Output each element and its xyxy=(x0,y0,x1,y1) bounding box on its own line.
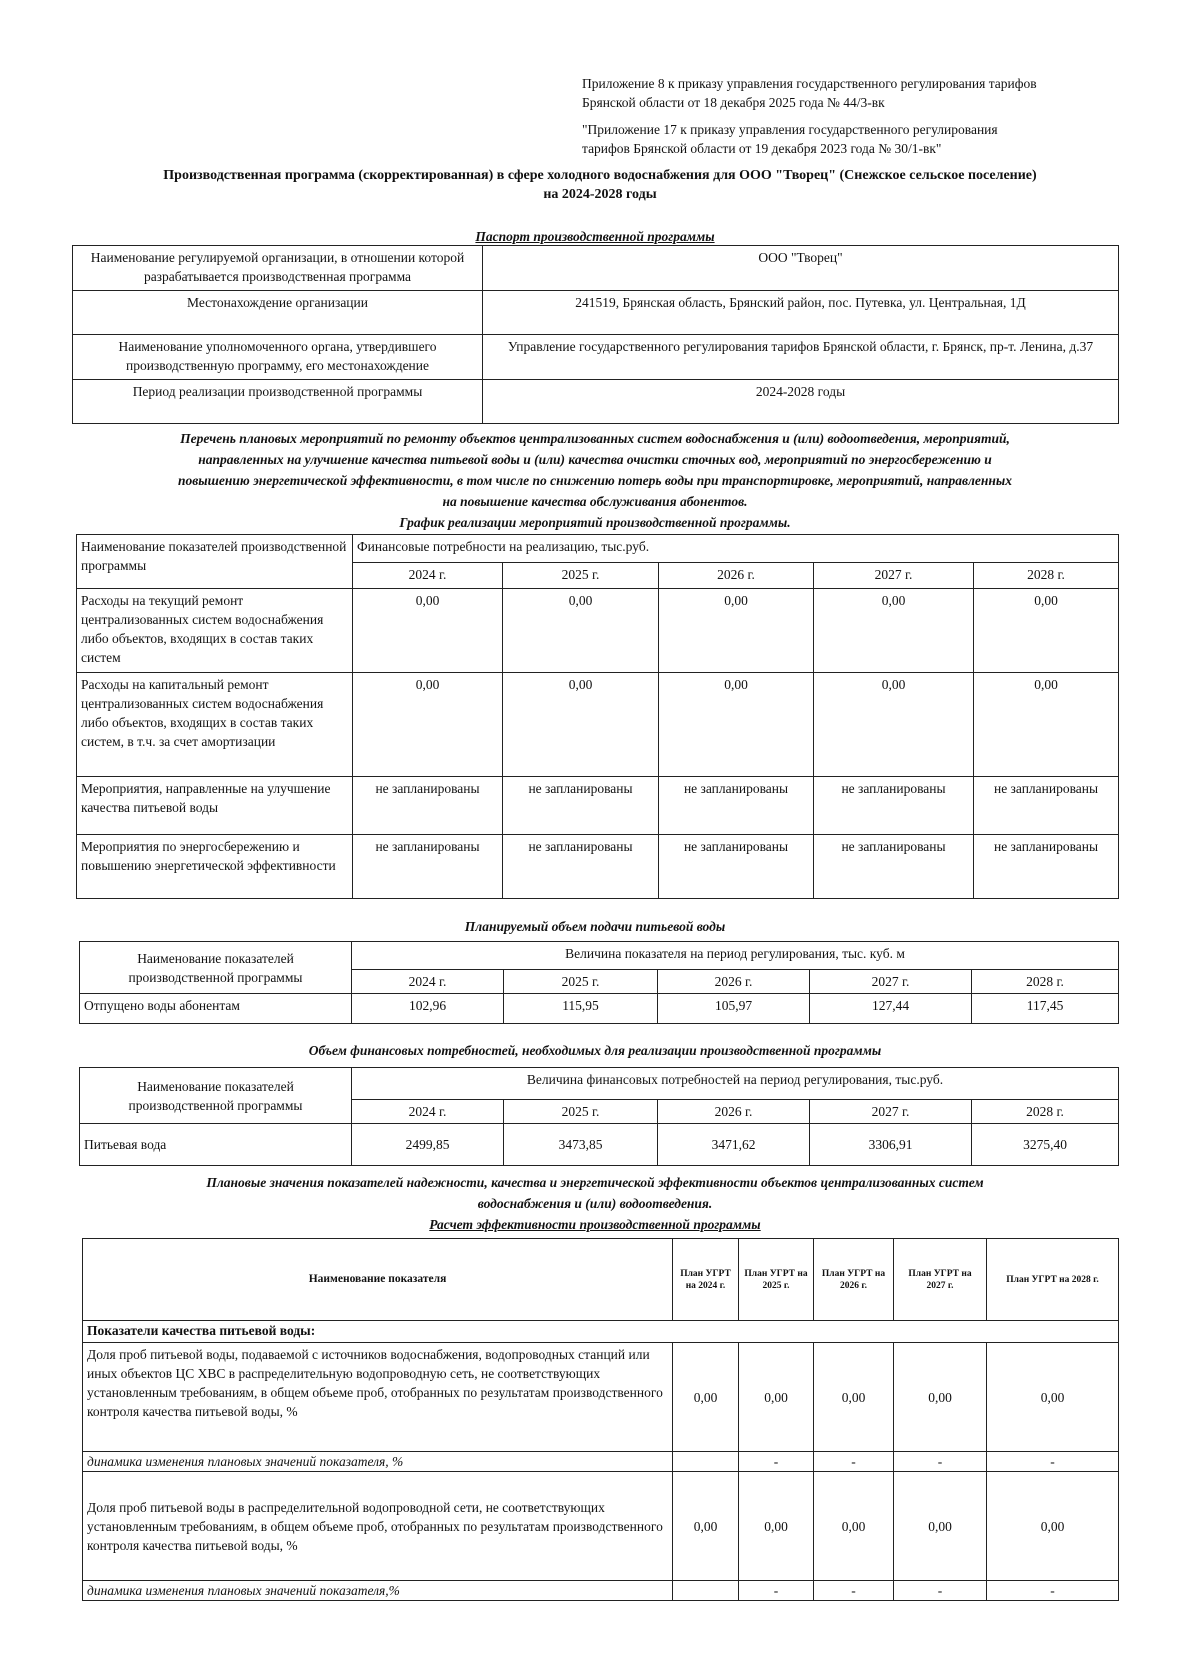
measure-value: не запланированы xyxy=(814,777,974,835)
appendix-line-2: Брянской области от 18 декабря 2025 года № 44/3-вк xyxy=(582,95,885,110)
indicator-value: 0,00 xyxy=(739,1472,814,1581)
finance-col-group: Величина финансовых потребностей на период регулирования, тыс.руб. xyxy=(352,1068,1119,1100)
passport-label: Наименование уполномоченного органа, утвердившего производственную программу, его местонахождение xyxy=(73,335,483,380)
title-line-1: Производственная программа (скорректированная) в сфере холодного водоснабжения для ООО "Творец" (Снежское сельское поселение) xyxy=(163,168,1037,183)
appendix-line-1: Приложение 8 к приказу управления государственного регулирования тарифов xyxy=(582,76,1037,91)
plan-col-header: План УГРТ на 2024 г. xyxy=(673,1239,739,1321)
supply-table xyxy=(79,941,1119,1024)
indicator-label: Доля проб питьевой воды в распределительной водопроводной сети, не соответствующих установленным требованиям, в общем объеме проб, отобранных по результатам производственного контроля качества питьевой воды, % xyxy=(83,1472,673,1581)
appendix-line-3: "Приложение 17 к приказу управления государственного регулирования xyxy=(582,122,998,137)
appendix-note xyxy=(582,74,1082,112)
indicator-dynamics-value: - xyxy=(894,1452,987,1472)
indicator-value: 0,00 xyxy=(814,1343,894,1452)
measure-value: 0,00 xyxy=(503,589,659,673)
finance-heading: Объем финансовых потребностей, необходимых для реализации производственной программы xyxy=(308,1043,882,1058)
supply-heading: Планируемый объем подачи питьевой воды xyxy=(464,919,726,934)
year-header: 2026 г. xyxy=(659,563,814,589)
finance-value: 3473,85 xyxy=(504,1124,658,1166)
measure-value: 0,00 xyxy=(814,589,974,673)
year-header: 2027 г. xyxy=(814,563,974,589)
indicators-section: Показатели качества питьевой воды: xyxy=(83,1321,1119,1343)
measure-value: не запланированы xyxy=(659,835,814,899)
table-row xyxy=(73,380,1119,424)
supply-col-group: Величина показателя на период регулирования, тыс. куб. м xyxy=(352,942,1119,970)
indicator-dynamics-value: - xyxy=(987,1581,1119,1601)
measure-label: Расходы на капитальный ремонт централизованных систем водоснабжения либо объектов, входящих в состав таких систем, в т.ч. за счет амортизации xyxy=(77,673,353,777)
passport-value: 2024-2028 годы xyxy=(483,380,1119,424)
plan-col-header: План УГРТ на 2026 г. xyxy=(814,1239,894,1321)
table-row xyxy=(83,1343,1119,1452)
indicator-dynamics-value xyxy=(673,1581,739,1601)
plan-col-header: План УГРТ на 2027 г. xyxy=(894,1239,987,1321)
measure-value: 0,00 xyxy=(353,589,503,673)
table-row xyxy=(77,835,1119,899)
indicators-subheading: Расчет эффективности производственной программы xyxy=(429,1217,761,1232)
table-row xyxy=(73,335,1119,380)
passport-value: 241519, Брянская область, Брянский район, пос. Путевка, ул. Центральная, 1Д xyxy=(483,291,1119,335)
measures-heading xyxy=(70,428,1120,533)
year-header: 2025 г. xyxy=(503,563,659,589)
indicator-value: 0,00 xyxy=(987,1472,1119,1581)
supply-row-label: Отпущено воды абонентам xyxy=(80,994,352,1024)
measure-value: не запланированы xyxy=(659,777,814,835)
indicator-dynamics-label: динамика изменения плановых значений показателя, % xyxy=(83,1452,673,1472)
year-header: 2025 г. xyxy=(504,1100,658,1124)
table-row xyxy=(83,1452,1119,1472)
table-row xyxy=(77,777,1119,835)
measures-heading-line-4: на повышение качества обслуживания абонентов. xyxy=(442,494,748,509)
measure-value: не запланированы xyxy=(503,835,659,899)
indicator-dynamics-value xyxy=(673,1452,739,1472)
passport-label: Местонахождение организации xyxy=(73,291,483,335)
passport-value: Управление государственного регулирования тарифов Брянской области, г. Брянск, пр-т. Ленина, д.37 xyxy=(483,335,1119,380)
measure-value: не запланированы xyxy=(353,777,503,835)
table-row xyxy=(83,1581,1119,1601)
finance-table xyxy=(79,1067,1119,1166)
indicators-col-label: Наименование показателя xyxy=(83,1239,673,1321)
measure-value: 0,00 xyxy=(659,589,814,673)
measures-col-group: Финансовые потребности на реализацию, тыс.руб. xyxy=(353,535,1119,563)
passport-value: ООО "Творец" xyxy=(483,246,1119,291)
finance-value: 3275,40 xyxy=(972,1124,1119,1166)
measure-value: не запланированы xyxy=(353,835,503,899)
measure-value: 0,00 xyxy=(974,589,1119,673)
measures-subheading: График реализации мероприятий производственной программы. xyxy=(399,515,791,530)
table-header-row xyxy=(83,1239,1119,1321)
indicator-value: 0,00 xyxy=(987,1343,1119,1452)
plan-col-header: План УГРТ на 2025 г. xyxy=(739,1239,814,1321)
year-header: 2028 г. xyxy=(972,1100,1119,1124)
supply-value: 105,97 xyxy=(658,994,810,1024)
year-header: 2026 г. xyxy=(658,970,810,994)
table-row xyxy=(83,1321,1119,1343)
title-line-2: на 2024-2028 годы xyxy=(543,187,657,202)
indicator-value: 0,00 xyxy=(673,1472,739,1581)
indicator-dynamics-value: - xyxy=(739,1581,814,1601)
indicator-value: 0,00 xyxy=(673,1343,739,1452)
supply-value: 115,95 xyxy=(504,994,658,1024)
measure-value: 0,00 xyxy=(974,673,1119,777)
year-header: 2024 г. xyxy=(352,970,504,994)
measure-label: Мероприятия, направленные на улучшение качества питьевой воды xyxy=(77,777,353,835)
indicator-value: 0,00 xyxy=(814,1472,894,1581)
measures-heading-line-3: повышению энергетической эффективности, в том числе по снижению потерь воды при транспортировке, мероприятий, направленных xyxy=(177,473,1013,488)
indicator-value: 0,00 xyxy=(739,1343,814,1452)
page-title xyxy=(60,166,1140,204)
finance-row-label: Питьевая вода xyxy=(80,1124,352,1166)
indicator-value: 0,00 xyxy=(894,1472,987,1581)
table-row xyxy=(77,589,1119,673)
table-row xyxy=(80,994,1119,1024)
table-header-row xyxy=(77,535,1119,563)
indicators-table xyxy=(82,1238,1119,1601)
appendix-line-4: тарифов Брянской области от 19 декабря 2023 года № 30/1-вк" xyxy=(582,141,942,156)
measure-value: 0,00 xyxy=(659,673,814,777)
measure-value: не запланированы xyxy=(503,777,659,835)
measure-value: 0,00 xyxy=(353,673,503,777)
measures-heading-line-1: Перечень плановых мероприятий по ремонту объектов централизованных систем водоснабжения и (или) водоотведения, мероприятий, xyxy=(180,431,1010,446)
measure-value: не запланированы xyxy=(974,835,1119,899)
year-header: 2024 г. xyxy=(353,563,503,589)
indicators-heading-line-1: Плановые значения показателей надежности, качества и энергетической эффективности объектов централизованных систем xyxy=(206,1175,984,1190)
measures-heading-line-2: направленных на улучшение качества питьевой воды и (или) качества очистки сточных вод, мероприятий по энергосбережению и xyxy=(198,452,992,467)
passport-label: Период реализации производственной программы xyxy=(73,380,483,424)
finance-value: 2499,85 xyxy=(352,1124,504,1166)
year-header: 2026 г. xyxy=(658,1100,810,1124)
year-header: 2024 г. xyxy=(352,1100,504,1124)
measure-label: Расходы на текущий ремонт централизованных систем водоснабжения либо объектов, входящих в состав таких систем xyxy=(77,589,353,673)
appendix-quote xyxy=(582,120,1082,158)
indicator-dynamics-value: - xyxy=(894,1581,987,1601)
indicator-dynamics-value: - xyxy=(739,1452,814,1472)
plan-col-header: План УГРТ на 2028 г. xyxy=(987,1239,1119,1321)
table-row xyxy=(80,1124,1119,1166)
supply-value: 102,96 xyxy=(352,994,504,1024)
year-header: 2027 г. xyxy=(810,970,972,994)
supply-value: 117,45 xyxy=(972,994,1119,1024)
year-header: 2027 г. xyxy=(810,1100,972,1124)
year-header: 2028 г. xyxy=(972,970,1119,994)
table-row xyxy=(83,1472,1119,1581)
year-header: 2025 г. xyxy=(504,970,658,994)
table-row xyxy=(73,291,1119,335)
table-header-row xyxy=(80,1068,1119,1100)
passport-label: Наименование регулируемой организации, в отношении которой разрабатывается производственная программа xyxy=(73,246,483,291)
finance-value: 3306,91 xyxy=(810,1124,972,1166)
finance-value: 3471,62 xyxy=(658,1124,810,1166)
measure-value: 0,00 xyxy=(503,673,659,777)
indicators-heading xyxy=(70,1172,1120,1235)
measure-value: 0,00 xyxy=(814,673,974,777)
indicators-heading-line-2: водоснабжения и (или) водоотведения. xyxy=(477,1196,713,1211)
measures-col-label: Наименование показателей производственной программы xyxy=(77,535,353,589)
measures-table xyxy=(76,534,1119,899)
year-header: 2028 г. xyxy=(974,563,1119,589)
indicator-value: 0,00 xyxy=(894,1343,987,1452)
table-row xyxy=(77,673,1119,777)
indicator-label: Доля проб питьевой воды, подаваемой с источников водоснабжения, водопроводных станций или иных объектов ЦС ХВС в распределительную водопроводную сеть, не соответствующих установленным требованиям, в общем объеме проб, отобранных по результатам производственного контроля качества питьевой воды, % xyxy=(83,1343,673,1452)
measure-value: не запланированы xyxy=(814,835,974,899)
measure-label: Мероприятия по энергосбережению и повышению энергетической эффективности xyxy=(77,835,353,899)
indicator-dynamics-value: - xyxy=(987,1452,1119,1472)
indicator-dynamics-value: - xyxy=(814,1581,894,1601)
table-header-row xyxy=(80,942,1119,970)
finance-col-label: Наименование показателей производственной программы xyxy=(80,1068,352,1124)
supply-value: 127,44 xyxy=(810,994,972,1024)
supply-col-label: Наименование показателей производственной программы xyxy=(80,942,352,994)
measure-value: не запланированы xyxy=(974,777,1119,835)
passport-table xyxy=(72,245,1119,424)
table-row xyxy=(73,246,1119,291)
passport-heading: Паспорт производственной программы xyxy=(475,229,715,244)
indicator-dynamics-value: - xyxy=(814,1452,894,1472)
indicator-dynamics-label: динамика изменения плановых значений показателя,% xyxy=(83,1581,673,1601)
